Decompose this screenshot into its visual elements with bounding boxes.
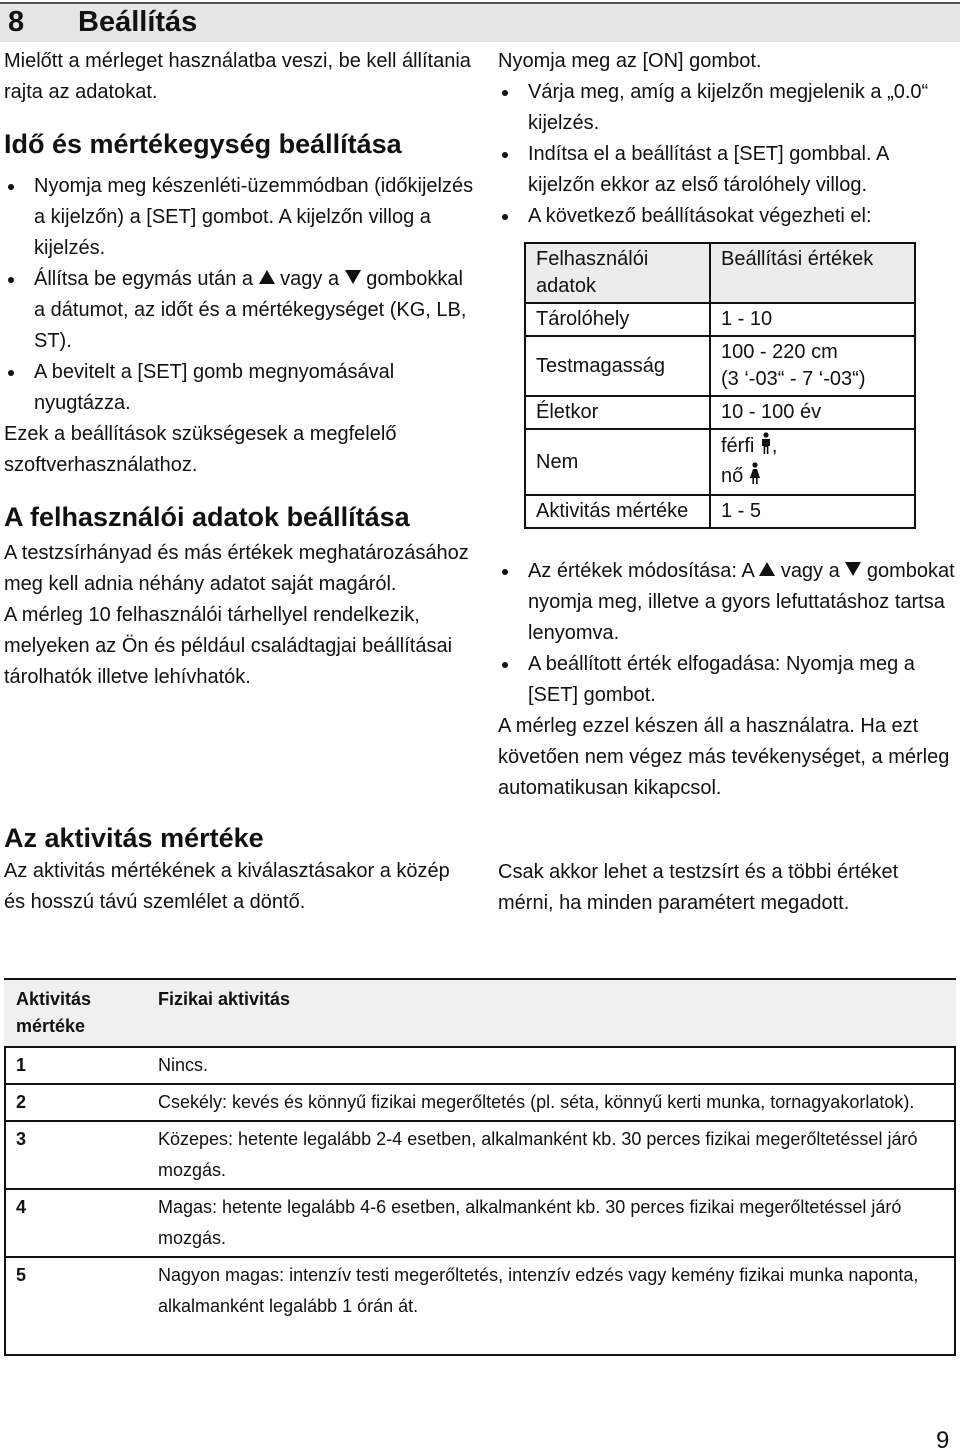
gender-female-label: nő	[721, 465, 744, 487]
table-row	[525, 429, 915, 495]
activity-level: 2	[4, 1084, 146, 1121]
table-row	[525, 303, 915, 336]
setting-value-imperial: (3 ‘-03“ - 7 ‘-03“)	[721, 368, 866, 390]
step-text: A beállított érték elfogadása: Nyomja meg a [SET] gombot.	[528, 653, 915, 706]
section-heading	[8, 2, 197, 42]
user-data-paragraph: A testzsírhányad és más értékek meghatározásához meg kell adnia néhány adatot saját magáról.	[4, 542, 469, 595]
table-row	[525, 336, 915, 396]
table-row	[525, 396, 915, 429]
user-data-heading: A felhasználói adatok beállítása	[4, 502, 410, 532]
section-title: Beállítás	[78, 6, 198, 38]
triangle-up-icon	[259, 270, 275, 284]
triangle-up-icon	[759, 562, 775, 576]
measurement-note-text: Csak akkor lehet a testzsírt és a többi értéket mérni, ha minden paramétert megadott.	[498, 861, 899, 914]
list-item	[4, 357, 474, 419]
section-number: 8	[8, 6, 25, 38]
value-steps	[498, 556, 958, 711]
setting-label: Aktivitás mértéke	[525, 495, 710, 528]
step-text: gombokat nyomja meg, illetve a gyors lefuttatáshoz tartsa lenyomva.	[528, 560, 955, 644]
intro-text: Mielőtt a mérleget használatba veszi, be kell állítania rajta az adatokat.	[4, 50, 471, 103]
page-number: 9	[936, 1427, 950, 1454]
list-item	[498, 201, 958, 232]
activity-level: 4	[4, 1189, 146, 1257]
measurement-note	[498, 857, 938, 919]
table-row	[4, 1257, 956, 1324]
activity-table	[4, 978, 956, 1324]
female-person-icon	[749, 462, 761, 492]
time-unit-heading: Idő és mértékegység beállítása	[4, 129, 402, 159]
header-cell: Beállítási értékek	[710, 243, 915, 303]
table-row	[525, 495, 915, 528]
activity-paragraph: Az aktivitás mértékének a kiválasztásakor a közép és hosszú távú szemlélet a döntő.	[4, 860, 450, 913]
step-text: vagy a	[780, 560, 840, 582]
setting-value-cell	[710, 336, 915, 396]
list-item	[498, 649, 958, 711]
table-row	[4, 1189, 956, 1257]
activity-section	[4, 820, 454, 918]
list-item	[4, 264, 474, 357]
setting-label: Nem	[525, 429, 710, 495]
step-text: gombokkal a dátumot, az időt és a mértékegységet (KG, LB, ST).	[34, 268, 467, 352]
gender-separator: ,	[771, 435, 778, 457]
step-text: Állítsa be egymás után a	[34, 268, 254, 290]
table-header-row	[4, 979, 956, 1047]
step-text: vagy a	[280, 268, 340, 290]
list-item	[498, 139, 958, 201]
activity-heading: Az aktivitás mértéke	[4, 823, 264, 853]
user-data-paragraph: A mérleg 10 felhasználói tárhellyel rendelkezik, melyeken az Ön és például családtagjai beállításai tárolhatók illetve lehívhatók.	[4, 604, 453, 688]
table-header-row	[525, 243, 915, 303]
settings-note: Ezek a beállítások szükségesek a megfelelő szoftverhasználathoz.	[4, 423, 397, 476]
setting-value: 1 - 10	[710, 303, 915, 336]
setting-label: Életkor	[525, 396, 710, 429]
table-row	[4, 1121, 956, 1189]
time-unit-steps	[4, 171, 474, 419]
activity-description: Nagyon magas: intenzív testi megerőltetés, intenzív edzés vagy kemény fizikai munka naponta, alkalmanként legalább 1 órán át.	[146, 1257, 956, 1324]
on-button-text: Nyomja meg az [ON] gombot.	[498, 50, 762, 72]
list-item	[498, 77, 958, 139]
header-cell: Felhasználói adatok	[525, 243, 710, 303]
list-item	[4, 171, 474, 264]
step-text: A bevitelt a [SET] gomb megnyomásával nyugtázza.	[34, 361, 395, 414]
list-item	[498, 556, 958, 649]
right-column-continued	[498, 556, 958, 804]
step-text: Indítsa el a beállítást a [SET] gombbal. A kijelzőn ekkor az első tárolóhely villog.	[528, 143, 889, 196]
left-column	[4, 46, 474, 693]
ready-paragraph: A mérleg ezzel készen áll a használatra. Ha ezt követően nem végez más tevékenységet, a mérleg automatikusan kikapcsol.	[498, 715, 950, 799]
activity-description: Magas: hetente legalább 4-6 esetben, alkalmanként kb. 30 perces fizikai megerőltetéssel járó mozgás.	[146, 1189, 956, 1257]
setting-value-cell	[710, 429, 915, 495]
setup-steps	[498, 77, 958, 232]
step-text: Az értékek módosítása: A	[528, 560, 754, 582]
step-text: A következő beállításokat végezheti el:	[528, 205, 872, 227]
activity-description: Csekély: kevés és könnyű fizikai megerőltetés (pl. séta, könnyű kerti munka, tornagyakorlatok).	[146, 1084, 956, 1121]
activity-description: Nincs.	[146, 1047, 956, 1084]
setting-value: 1 - 5	[710, 495, 915, 528]
male-person-icon	[760, 432, 772, 462]
right-column	[498, 46, 958, 232]
triangle-down-icon	[345, 270, 361, 284]
settings-table	[524, 242, 916, 529]
setting-label: Testmagasság	[525, 336, 710, 396]
table-row	[4, 1047, 956, 1084]
setting-value: 100 - 220 cm	[721, 341, 838, 363]
activity-description: Közepes: hetente legalább 2-4 esetben, alkalmanként kb. 30 perces fizikai megerőltetéssel járó mozgás.	[146, 1121, 956, 1189]
activity-level: 5	[4, 1257, 146, 1324]
step-text: Várja meg, amíg a kijelzőn megjelenik a „0.0“ kijelzés.	[528, 81, 929, 134]
setting-value: 10 - 100 év	[710, 396, 915, 429]
header-cell: Aktivitás mértéke	[4, 979, 146, 1047]
table-row	[4, 1084, 956, 1121]
header-cell: Fizikai aktivitás	[146, 979, 956, 1047]
activity-level: 1	[4, 1047, 146, 1084]
gender-male-label: férfi	[721, 435, 755, 457]
step-text: Nyomja meg készenléti-üzemmódban (időkijelzés a kijelzőn) a [SET] gombot. A kijelzőn villog a kijelzés.	[34, 175, 474, 259]
setting-label: Tárolóhely	[525, 303, 710, 336]
activity-level: 3	[4, 1121, 146, 1189]
triangle-down-icon	[845, 562, 861, 576]
